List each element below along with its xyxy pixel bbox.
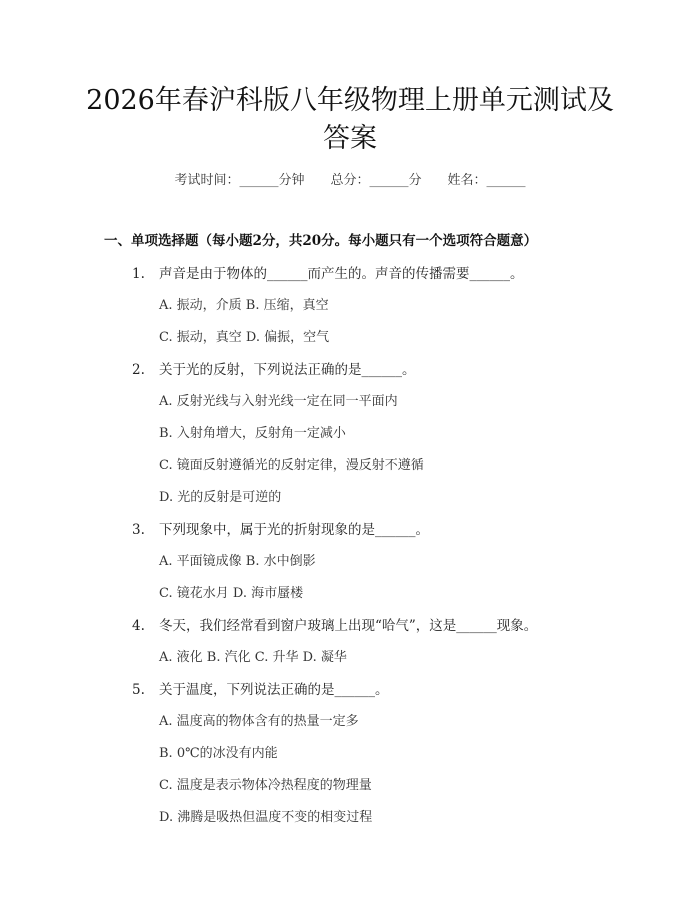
question-number: 2.: [132, 362, 145, 378]
exam-total-score: 总分：______分: [330, 173, 422, 188]
question-1: [132, 262, 524, 282]
question-number: 5.: [132, 682, 145, 698]
question-number: 3.: [132, 522, 145, 538]
question-2-option-c: C. 镜面反射遵循光的反射定律，漫反射不遵循: [159, 458, 424, 473]
document-title: [60, 82, 640, 158]
question-2: [132, 358, 416, 378]
question-3-options-row-1: A. 平面镜成像 B. 水中倒影: [159, 554, 316, 569]
question-5-option-b: B. 0℃的冰没有内能: [159, 746, 278, 761]
question-text: 关于温度，下列说法正确的是______。: [159, 682, 389, 698]
question-4: [132, 614, 537, 634]
question-text: 下列现象中，属于光的折射现象的是______。: [159, 522, 429, 538]
question-4-options-row-1: A. 液化 B. 汽化 C. 升华 D. 凝华: [159, 650, 347, 665]
question-text: 冬天，我们经常看到窗户玻璃上出现“哈气”，这是______现象。: [159, 618, 538, 634]
question-5: [132, 678, 389, 698]
title-line-1: 2026年春沪科版八年级物理上册单元测试及: [86, 85, 614, 116]
question-5-option-c: C. 温度是表示物体冷热程度的物理量: [159, 778, 372, 793]
question-5-option-d: D. 沸腾是吸热但温度不变的相变过程: [159, 810, 373, 825]
question-2-option-b: B. 入射角增大，反射角一定减小: [159, 426, 346, 441]
question-5-option-a: A. 温度高的物体含有的热量一定多: [159, 714, 359, 729]
student-name: 姓名：______: [447, 173, 526, 188]
section-heading: 一、单项选择题（每小题2分，共20分。每小题只有一个选项符合题意）: [104, 233, 538, 249]
question-2-option-d: D. 光的反射是可逆的: [159, 490, 282, 505]
title-line-2: 答案: [323, 123, 377, 154]
question-3-options-row-2: C. 镜花水月 D. 海市蜃楼: [159, 586, 304, 601]
question-number: 1.: [132, 266, 145, 282]
question-text: 声音是由于物体的______而产生的。声音的传播需要______。: [159, 266, 524, 282]
exam-time: 考试时间：______分钟: [174, 173, 305, 188]
question-1-options-row-2: C. 振动，真空 D. 偏振，空气: [159, 330, 330, 345]
question-1-options-row-1: A. 振动，介质 B. 压缩，真空: [159, 298, 329, 313]
question-number: 4.: [132, 618, 145, 634]
question-2-option-a: A. 反射光线与入射光线一定在同一平面内: [159, 394, 398, 409]
question-text: 关于光的反射，下列说法正确的是______。: [159, 362, 416, 378]
exam-meta: [0, 169, 700, 188]
question-3: [132, 518, 429, 538]
